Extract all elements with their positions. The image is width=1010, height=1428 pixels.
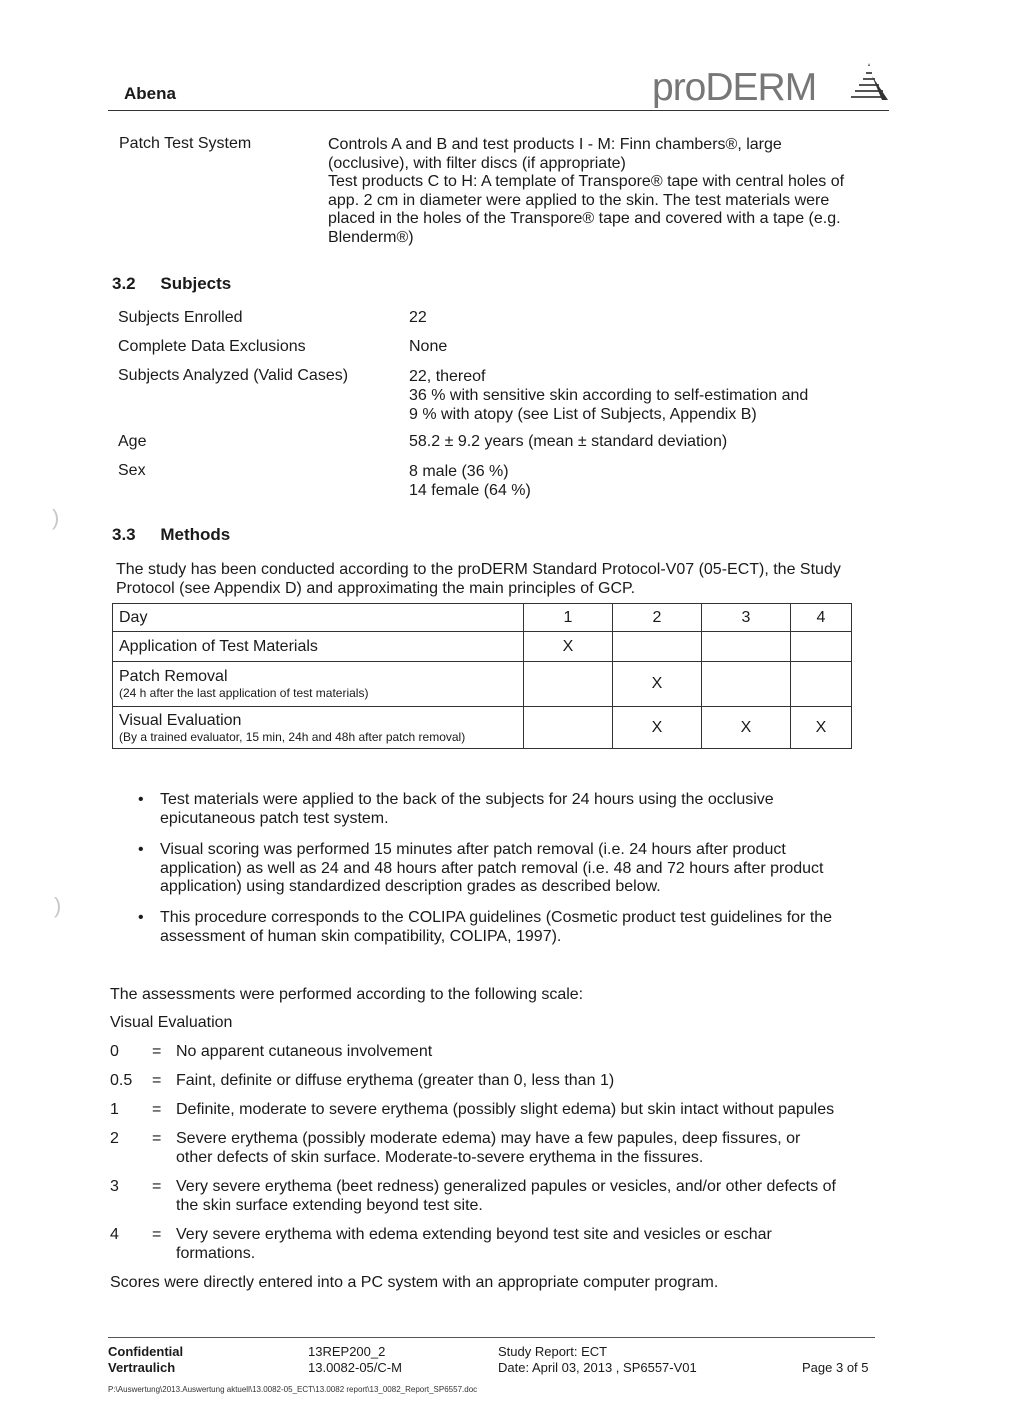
table-header-cell: Day [113,604,524,632]
scale-equals: = [152,1178,162,1195]
analyzed-line: 9 % with atopy (see List of Subjects, Appendix B) [409,406,757,423]
proderm-logo: proDERM [652,66,817,109]
scale-equals: = [152,1043,162,1060]
scale-equals: = [152,1101,162,1118]
footer-line: 13REP200_2 [308,1344,386,1359]
scale-description [176,1178,891,1215]
file-path: P:\Auswertung\2013.Auswertung aktuell\13.0082-05_ECT\13.0082 report\13_0082_Report_SP6557.doc [108,1385,478,1394]
table-cell [524,662,613,707]
scale-description: Definite, moderate to severe erythema (possibly slight edema) but skin intact without papules [176,1101,835,1118]
footer-line: Date: April 03, 2013 , SP6557-V01 [498,1360,697,1375]
bullet-item [160,841,890,897]
exclusions-value: None [409,338,448,355]
scale-equals: = [152,1226,162,1243]
scale-line: formations. [176,1244,256,1262]
methods-intro-line: Protocol (see Appendix D) and approximating the main principles of GCP. [116,579,636,597]
analyzed-line: 22, thereof [409,368,486,385]
table-cell [791,662,852,707]
scale-intro: The assessments were performed according to the following scale: [110,986,584,1003]
age-value: 58.2 ± 9.2 years (mean ± standard deviation) [409,433,728,450]
scale-description: No apparent cutaneous involvement [176,1043,433,1060]
company-name: Abena [124,84,176,103]
bullet-item [160,791,890,828]
footer-line: Study Report: ECT [498,1344,608,1359]
sex-value [409,462,531,500]
scale-line: Severe erythema (possibly moderate edema) may have a few papules, deep fissures, or [176,1130,801,1147]
table-header-cell: 1 [524,604,613,632]
analyzed-line: 36 % with sensitive skin according to self-estimation and [409,387,809,404]
table-row [113,707,852,749]
scale-score: 1 [110,1101,119,1118]
age-label: Age [118,433,147,450]
footer-line: Vertraulich [108,1360,176,1375]
subjects-enrolled-value: 22 [409,309,427,326]
table-row [113,632,852,662]
row-title: Application of Test Materials [119,637,318,655]
patch-test-system-description [328,136,888,247]
bullet-icon: • [138,791,144,808]
header-rule [108,110,889,111]
scale-score: 0.5 [110,1072,133,1089]
scale-description [176,1130,891,1167]
table-row-title [113,632,524,662]
scale-description: Faint, definite or diffuse erythema (greater than 0, less than 1) [176,1072,615,1089]
section-title: Methods [160,525,231,544]
footer-confidential [108,1344,183,1376]
pts-line: Blenderm®) [328,228,414,246]
scale-score: 2 [110,1130,119,1147]
scale-line: other defects of skin surface. Moderate-to-severe erythema in the fissures. [176,1148,704,1166]
table-header-row [113,604,852,632]
table-row-title [113,662,524,707]
scale-equals: = [152,1130,162,1147]
scale-line: the skin surface extending beyond test site. [176,1196,483,1214]
section-heading-methods [112,525,230,545]
table-cell: X [613,707,702,749]
pts-line: Controls A and B and test products I - M: Finn chambers®, large [328,136,782,153]
table-cell [702,632,791,662]
footer-report-info [498,1344,697,1376]
sex-line: 8 male (36 %) [409,463,509,480]
bullet-line: This procedure corresponds to the COLIPA guidelines (Cosmetic product test guidelines for the [160,909,833,926]
patch-test-system-label: Patch Test System [119,135,252,152]
row-title: Visual Evaluation [119,711,242,729]
pyramid-logo-icon [832,62,892,108]
table-cell: X [702,707,791,749]
section-number: 3.2 [112,274,136,293]
methods-intro [116,561,886,598]
scale-equals: = [152,1072,162,1089]
table-cell [791,632,852,662]
table-cell [524,707,613,749]
table-header-cell: 4 [791,604,852,632]
scale-subtitle: Visual Evaluation [110,1014,233,1031]
pts-line: Test products C to H: A template of Transpore® tape with central holes of [328,173,845,190]
section-title: Subjects [160,274,232,293]
table-cell [613,632,702,662]
page-number: Page 3 of 5 [802,1360,869,1375]
table-row [113,662,852,707]
table-row-title [113,707,524,749]
scale-score: 3 [110,1178,119,1195]
methods-intro-line: The study has been conducted according to the proDERM Standard Protocol-V07 (05-ECT), the Study [116,561,841,578]
footer-rule [108,1337,875,1338]
table-cell: X [613,662,702,707]
bullet-line: assessment of human skin compatibility, COLIPA, 1997). [160,927,562,945]
bullet-item [160,909,890,946]
pts-line: (occlusive), with filter discs (if appropriate) [328,154,626,172]
margin-mark: ) [52,505,60,530]
table-cell [702,662,791,707]
table-cell: X [791,707,852,749]
sex-line: 14 female (64 %) [409,482,531,499]
scale-score: 4 [110,1226,119,1243]
bullet-line: application) as well as 24 and 48 hours after patch removal (i.e. 48 and 72 hours after product [160,859,824,877]
bullet-icon: • [138,909,144,926]
footer-line: 13.0082-05/C-M [308,1360,402,1375]
sex-label: Sex [118,462,146,479]
scale-closing: Scores were directly entered into a PC system with an appropriate computer program. [110,1274,719,1291]
section-number: 3.3 [112,525,136,544]
bullet-line: epicutaneous patch test system. [160,809,389,827]
row-title: Patch Removal [119,668,228,685]
study-schedule-table [112,603,852,749]
subjects-enrolled-label: Subjects Enrolled [118,309,243,326]
section-heading-subjects [112,274,231,294]
margin-mark: ) [54,893,62,918]
row-note: (24 h after the last application of test materials) [119,686,369,700]
scale-description [176,1226,891,1263]
footer-reference [308,1344,402,1376]
footer-line: Confidential [108,1344,184,1359]
table-header-cell: 2 [613,604,702,632]
scale-line: Very severe erythema (beet redness) generalized papules or vesicles, and/or other defects of [176,1178,836,1195]
table-cell: X [524,632,613,662]
pts-line: placed in the holes of the Transpore® tape and covered with a tape (e.g. [328,210,841,227]
row-note: (By a trained evaluator, 15 min, 24h and 48h after patch removal) [119,729,466,744]
exclusions-label: Complete Data Exclusions [118,338,306,355]
bullet-line: application) using standardized description grades as described below. [160,878,661,895]
bullet-line: Visual scoring was performed 15 minutes after patch removal (i.e. 24 hours after product [160,841,786,858]
scale-score: 0 [110,1043,119,1060]
analyzed-value [409,367,808,424]
bullet-icon: • [138,841,144,858]
table-header-cell: 3 [702,604,791,632]
scale-line: Very severe erythema with edema extending beyond test site and vesicles or eschar [176,1226,772,1243]
bullet-line: Test materials were applied to the back of the subjects for 24 hours using the occlusive [160,791,774,808]
analyzed-label: Subjects Analyzed (Valid Cases) [118,367,349,384]
pts-line: app. 2 cm in diameter were applied to the skin. The test materials were [328,191,830,209]
